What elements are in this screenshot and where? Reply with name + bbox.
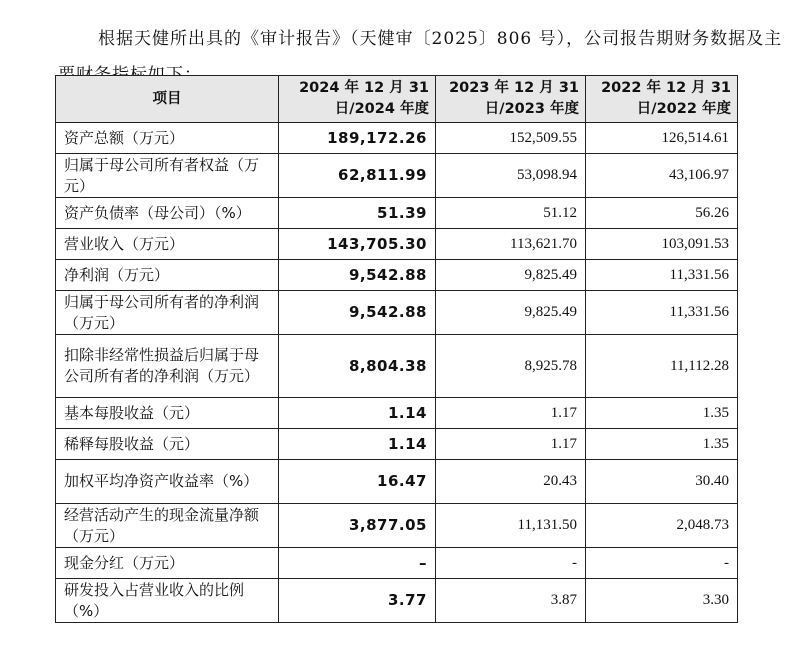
table-row — [56, 335, 738, 398]
table-row — [56, 460, 738, 504]
value-2022: 11,331.56 — [586, 291, 738, 335]
value-2023: 11,131.50 — [436, 504, 586, 548]
table-row — [56, 123, 738, 154]
header-item: 项目 — [56, 76, 279, 123]
value-2022: 11,112.28 — [586, 335, 738, 398]
value-2024: 16.47 — [279, 460, 436, 504]
row-label: 归属于母公司所有者的净利润（万元） — [56, 291, 279, 335]
value-2022: 30.40 — [586, 460, 738, 504]
value-2023: 113,621.70 — [436, 229, 586, 260]
header-2022: 2022 年 12 月 31 日/2022 年度 — [586, 76, 738, 123]
value-2023: 51.12 — [436, 198, 586, 229]
table-row — [56, 291, 738, 335]
table-row — [56, 398, 738, 429]
value-2022: 56.26 — [586, 198, 738, 229]
value-2024: 1.14 — [279, 398, 436, 429]
row-label: 加权平均净资产收益率（%） — [56, 460, 279, 504]
table-row — [56, 504, 738, 548]
value-2024: 189,172.26 — [279, 123, 436, 154]
header-2023: 2023 年 12 月 31 日/2023 年度 — [436, 76, 586, 123]
value-2022: 3.30 — [586, 579, 738, 623]
value-2024: 143,705.30 — [279, 229, 436, 260]
table-row — [56, 229, 738, 260]
value-2023: 1.17 — [436, 429, 586, 460]
table-row — [56, 154, 738, 198]
intro-paragraph: 根据天健所出具的《审计报告》（天健审〔2025〕806 号），公司报告期财务数据及主 — [98, 29, 783, 49]
table-row — [56, 579, 738, 623]
value-2022: 2,048.73 — [586, 504, 738, 548]
row-label: 稀释每股收益（元） — [56, 429, 279, 460]
table-header-row — [56, 76, 738, 123]
value-2022: 1.35 — [586, 398, 738, 429]
value-2024: 9,542.88 — [279, 291, 436, 335]
row-label: 扣除非经常性损益后归属于母公司所有者的净利润（万元） — [56, 335, 279, 398]
value-2023: 152,509.55 — [436, 123, 586, 154]
table-row — [56, 429, 738, 460]
row-label: 基本每股收益（元） — [56, 398, 279, 429]
value-2024: 8,804.38 — [279, 335, 436, 398]
value-2023: 9,825.49 — [436, 260, 586, 291]
financial-data-table — [55, 75, 738, 623]
value-2024: 51.39 — [279, 198, 436, 229]
row-label: 研发投入占营业收入的比例（%） — [56, 579, 279, 623]
value-2022: 43,106.97 — [586, 154, 738, 198]
value-2023: - — [436, 548, 586, 579]
row-label: 现金分红（万元） — [56, 548, 279, 579]
value-2022: 103,091.53 — [586, 229, 738, 260]
table-row — [56, 198, 738, 229]
value-2024: 1.14 — [279, 429, 436, 460]
table-row — [56, 260, 738, 291]
value-2023: 20.43 — [436, 460, 586, 504]
value-2022: 126,514.61 — [586, 123, 738, 154]
row-label: 资产负债率（母公司）（%） — [56, 198, 279, 229]
value-2023: 1.17 — [436, 398, 586, 429]
row-label: 营业收入（万元） — [56, 229, 279, 260]
row-label: 归属于母公司所有者权益（万元） — [56, 154, 279, 198]
value-2024: 9,542.88 — [279, 260, 436, 291]
row-label: 经营活动产生的现金流量净额（万元） — [56, 504, 279, 548]
header-2024: 2024 年 12 月 31 日/2024 年度 — [279, 76, 436, 123]
value-2023: 53,098.94 — [436, 154, 586, 198]
table-row — [56, 548, 738, 579]
value-2024: 3,877.05 — [279, 504, 436, 548]
row-label: 资产总额（万元） — [56, 123, 279, 154]
value-2023: 8,925.78 — [436, 335, 586, 398]
value-2024: 62,811.99 — [279, 154, 436, 198]
value-2024: – — [279, 548, 436, 579]
value-2024: 3.77 — [279, 579, 436, 623]
value-2022: - — [586, 548, 738, 579]
row-label: 净利润（万元） — [56, 260, 279, 291]
value-2023: 9,825.49 — [436, 291, 586, 335]
value-2022: 11,331.56 — [586, 260, 738, 291]
value-2022: 1.35 — [586, 429, 738, 460]
value-2023: 3.87 — [436, 579, 586, 623]
